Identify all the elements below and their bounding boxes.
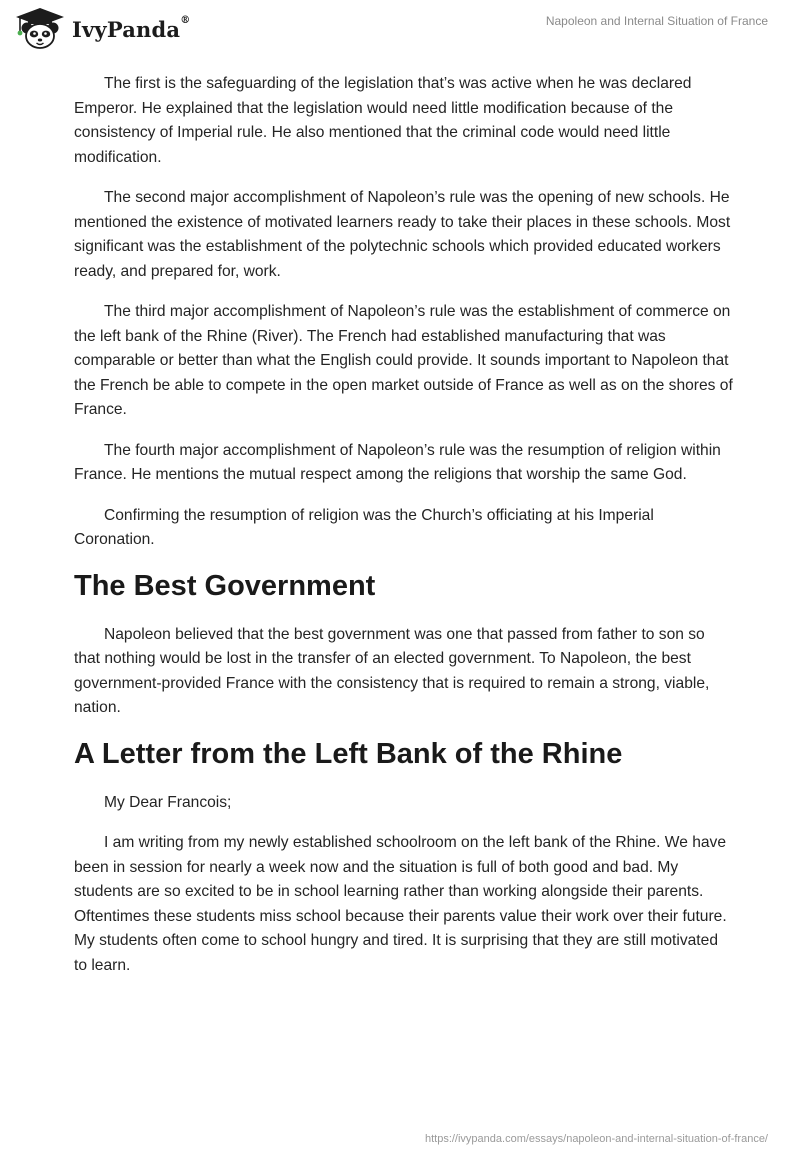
paragraph: The second major accomplishment of Napoleon’s rule was the opening of new schools. He mentioned the existence of motivated learners ready to take their places in these schools. Most significant was the establishment of the polytechnic schools which provided educated workers ready, and prepared for, work. [74, 189, 731, 280]
paragraph: The first is the safeguarding of the legislation that’s was active when he was declared Emperor. He explained that the legislation would need little modification because of the consistency of Imperial rule. He also mentioned that the criminal code would need little modification. [74, 75, 692, 166]
letter-salutation: My Dear Francois; [104, 793, 232, 811]
paragraph: I am writing from my newly established schoolroom on the left bank of the Rhine. We have been in session for nearly a week now and the situation is full of both good and bad. My students are so excited to be in school learning rather than working alongside their parents. Oftentimes these students miss school because their parents value their work over their future. My students often come to school hungry and tired. It is surprising that they are still motivated to learn. [74, 834, 727, 974]
brand-name: IvyPanda® [72, 14, 191, 42]
essay-content [74, 72, 734, 994]
panda-graduate-icon [14, 6, 66, 50]
page-header [0, 0, 800, 60]
paragraph: Napoleon believed that the best government was one that passed from father to son so that nothing would be lost in the transfer of an elected government. To Napoleon, the best government-provided France with the consistency that is required to remain a strong, viable, nation. [74, 625, 710, 716]
paragraph: The third major accomplishment of Napoleon’s rule was the establishment of commerce on the left bank of the Rhine (River). The French had established manufacturing that was comparable or better than what the English could provide. It sounds important to Napoleon that the French be able to compete in the open market outside of France as well as on the shores of France. [74, 303, 733, 418]
paragraph: The fourth major accomplishment of Napoleon’s rule was the resumption of religion within France. He mentions the mutual respect among the religions that worship the same God. [74, 441, 721, 483]
paragraph: Confirming the resumption of religion was the Church’s officiating at his Imperial Coronation. [74, 506, 654, 548]
source-url[interactable]: https://ivypanda.com/essays/napoleon-and-internal-situation-of-france/ [424, 1133, 768, 1145]
section-heading-best-government: The Best Government [74, 569, 376, 602]
document-title: Napoleon and Internal Situation of France [545, 14, 768, 28]
section-heading-letter: A Letter from the Left Bank of the Rhine [74, 737, 623, 770]
registered-mark: ® [180, 14, 191, 26]
logo[interactable] [14, 6, 190, 50]
